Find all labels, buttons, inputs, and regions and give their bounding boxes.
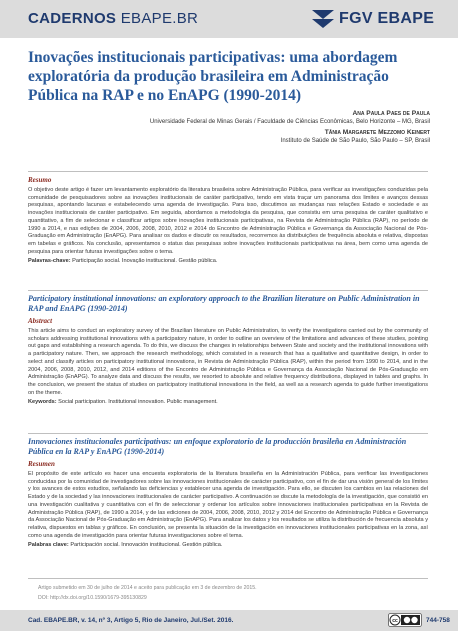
svg-text:cc: cc xyxy=(392,618,398,624)
keywords-es-text: Participación social. Innovación institucional. Gestión pública. xyxy=(70,542,223,549)
publisher-name: FGV EBAPE xyxy=(339,10,435,27)
divider xyxy=(28,578,428,579)
fgv-emblem-icon xyxy=(312,10,334,28)
keywords-en-text: Social participation. Institutional innovation. Public management. xyxy=(58,399,218,406)
creative-commons-license-icon[interactable] xyxy=(388,613,422,627)
keywords-pt-text: Participação social. Inovação institucional. Gestão pública. xyxy=(72,258,218,265)
keywords-es xyxy=(28,542,428,550)
journal-name-light: EBAPE.BR xyxy=(120,10,199,27)
journal-header xyxy=(0,0,458,38)
abstract-es-text: El propósito de este artículo es hacer una encuesta exploratoria de la literatura brasileña en la Administración Pública, para verificar las investigaciones conducidas por la comunidad de investigadores sobre las innovaciones institucionales de carácter participativo, con el fin de dar una visión general de los límites y los avances de estos estudios, señalando las deficiencias y establecer una agenda de investigación. Para ello, se discuten los cambios en las relaciones del Estado y de la sociedad y las innovaciones institucionales de carácter participativo. A continuación se discute la metodología de la investigación, que consistió en una investigación cualitativa y cuantitativa con el fin de seleccionar y ordenar los artículos sobre innovaciones institucionales participativas en la Revista de Administração Pública (RAP), de 1990 a 2014, y de las ediciones de 2004, 2006, 2008, 2010, 2012 y 2014 del Encontro de Administração Pública e Governança da Associação Nacional de Pós-Graduação em Administração (EnAPG). Para analizar los datos y los resultados se utiliza la distribución de frecuencia absoluta y relativa, dispuestos en tablas y gráficos. En conclusión, se presenta la situación de la investigación en innovaciones institucionales participativas en la zona, así como una agenda de investigación para orientar futuras investigaciones sobre el tema. xyxy=(28,471,428,539)
abstract-pt xyxy=(28,176,428,266)
abstract-pt-text: O objetivo deste artigo é fazer um levantamento exploratório da literatura brasileira sobre Administração Pública, para verificar as investigações conduzidas pela comunidade de pesquisadores sobre as inovações institucionais de caráter participativo, tendo em vista traçar um panorama dos limites e avanços dessas pesquisas, apontando lacunas e estabelecendo uma agenda de investigação. Para isso, discutimos as mudanças nas relações Estado e sociedade e as inovações institucionais de caráter participativo. Em seguida, abordamos a metodologia da pesquisa, que consistiu em uma pesquisa de caráter qualitativo e quantitativo, a fim de selecionar e classificar artigos sobre inovações institucionais participativas, na Revista de Administração Pública (RAP), no período de 1990 a 2014, e nas edições de 2004, 2006, 2008, 2010, 2012 e 2014 do Encontro de Administração Pública e Governança da Associação Nacional de Pós-Graduação em Administração (EnAPG). Para analisar os dados e discutir os resultados, recorremos às distribuições de frequência absoluta e relativa, dispostas em tabelas e gráficos. Na conclusão, apresentamos o status das pesquisas sobre inovações institucionais participativas na área, bem como uma agenda de pesquisa para orientar futuras investigações sobre o tema. xyxy=(28,187,428,255)
abstract-en-heading: Abstract xyxy=(28,317,53,325)
author-1-affiliation: Universidade Federal de Minas Gerais / Faculdade de Ciências Econômicas, Belo Horizonte – MG, Brasil xyxy=(149,119,430,125)
journal-name-bold: CADERNOS xyxy=(28,10,117,27)
abstract-en-text: This article aims to conduct an exploratory survey of the Brazilian literature on Public Administration, to verify the investigations carried out by the community of scholars addressing institutional innovations with a participatory nature, in order to outline an overview of the limitations and advances of these studies, pointing out gaps and establishing a research agenda. To do this, we discuss the changes in relationships between State and society and the institutional innovations with a participatory nature. Then, we approach the research methodology, which consisted in a research that has a qualitative and quantitative design, in order to select and classify articles on participatory institutional innovations, in Revista de Administração Pública (RAP), within the period from 1990 to 2014, and in the 2004, 2006, 2008, 2010, 2012, and 2014 editions of the Encontro de Administração Pública e Governança da Associação Nacional de Pós-Graduação em Administração (EnAPG). To analyze data and discuss the results, we resorted to absolute and relative frequency distributions, displayed in tables and graphs. In the conclusion, we present the status of studies on participatory institutional innovations in the field, as well as a research agenda to guide further investigations on the theme. xyxy=(28,328,428,396)
abstract-es xyxy=(28,437,428,550)
journal-logo xyxy=(28,10,198,27)
publisher-logo xyxy=(312,9,434,29)
keywords-pt-label: Palavras-chave: xyxy=(28,258,71,265)
divider xyxy=(28,171,428,172)
keywords-en-label: Keywords: xyxy=(28,399,57,406)
article-title: Inovações institucionais participativas: uma abordagem exploratória da produção brasileira em Administração Pública na RAP e no EnAPG (1990-2014) xyxy=(28,49,398,104)
abstract-en-title: Participatory institutional innovations: an exploratory approach to the Brazilian literature on Public Administration in RAP and EnAPG (1990-2014) xyxy=(28,294,420,313)
abstract-es-heading: Resumen xyxy=(28,460,55,468)
author-1-name: Ana Paula Paes de Paula xyxy=(352,110,430,117)
keywords-en xyxy=(28,399,428,407)
submission-info xyxy=(38,583,257,603)
author-block xyxy=(70,110,430,145)
keywords-es-label: Palabras clave: xyxy=(28,542,69,549)
doi-link[interactable]: DOI: http://dx.doi.org/10.1590/1679-395130829 xyxy=(38,595,147,601)
divider xyxy=(28,290,428,291)
submission-dates: Artigo submetido em 30 de julho de 2014 e aceito para publicação em 3 de dezembro de 2015. xyxy=(38,585,257,591)
author-2-name: Tânia Margarete Mezzomo Keinert xyxy=(324,129,430,136)
abstract-en xyxy=(28,294,428,407)
abstract-es-title: Innovaciones institucionales participativas: un enfoque exploratorio de la producción brasileña en Administración Pública en la RAP y EnAPG (1990-2014) xyxy=(28,437,407,456)
author-2-affiliation: Instituto de Saúde de São Paulo, São Paulo – SP, Brasil xyxy=(280,138,430,144)
divider xyxy=(28,433,428,434)
abstract-pt-heading: Resumo xyxy=(28,176,52,184)
citation-line: Cad. EBAPE.BR, v. 14, nº 3, Artigo 5, Rio de Janeiro, Jul./Set. 2016. xyxy=(28,617,234,624)
keywords-pt xyxy=(28,258,428,266)
page-range: 744-758 xyxy=(426,617,450,624)
